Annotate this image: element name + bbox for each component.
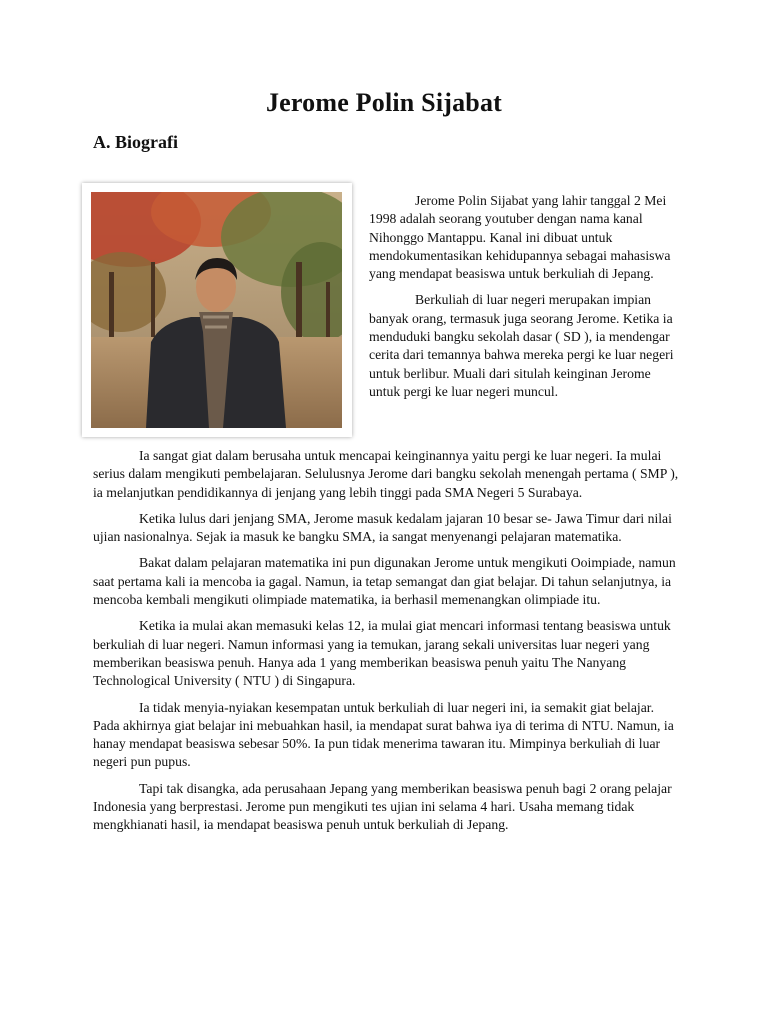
person-photo-icon <box>91 192 342 428</box>
paragraph: Ia tidak menyia-nyiakan kesempatan untuk berkuliah di luar negeri ini, ia semakit giat belajar. Pada akhirnya giat belajar ini mebuahkan hasil, ia mendapat surat bahwa iya di terima di NTU. Namun, ia hanay mendapat beasiswa sebesar 50%. Ia pun tidak menerima tawaran itu. Mimpinya berkuliah di luar negeri pun pupus. <box>93 699 674 770</box>
paragraph: Ia sangat giat dalam berusaha untuk mencapai keinginannya yaitu pergi ke luar negeri. Ia mulai serius dalam mengikuti pembelajaran. Selulusnya Jerome dari bangku sekolah menengah pertama ( SMP ), ia melanjutkan pendidikannya di jenjang yang lebih tinggi pada SMA Negeri 5 Surabaya. <box>93 448 679 500</box>
portrait-photo <box>82 183 352 437</box>
side-text-column <box>369 192 677 409</box>
page-title: Jerome Polin Sijabat <box>265 88 503 117</box>
side-paragraph: Berkuliah di luar negeri merupakan impian banyak orang, termasuk juga seorang Jerome. Ketika ia menduduki bangku sekolah dasar ( SD ), ia mendengar cerita dari temannya bahwa mereka pergi ke luar negeri untuk berlibur. Muali dari situlah keinginan Jerome untuk pergi ke luar negeri muncul. <box>369 292 674 399</box>
paragraph: Ketika lulus dari jenjang SMA, Jerome masuk kedalam jajaran 10 besar se- Jawa Timur dari nilai ujian nasionalnya. Sejak ia masuk ke bangku SMA, ia sangat menyenangi pelajaran matematika. <box>93 510 672 545</box>
paragraph: Bakat dalam pelajaran matematika ini pun digunakan Jerome untuk mengikuti Ooimpiade, namun saat pertama kali ia mencoba ia gagal. Namun, ia tetap semangat dan giat belajar. Di tahun selanjutnya, ia mencoba kembali mengikuti olimpiade matematika, ia berhasil memenangkan olimpiade itu. <box>93 555 676 608</box>
main-text-body <box>93 447 683 843</box>
paragraph: Ketika ia mulai akan memasuki kelas 12, ia mulai giat mencari informasi tentang beasiswa untuk berkuliah di luar negeri. Namun informasi yang ia temukan, jarang sekali universitas luar negeri yang memberikan beasiswa penuh. Hanya ada 1 yang memberikan beasiswa penuh yaitu The Nanyang Technological University ( NTU ) di Singapura. <box>93 618 671 689</box>
section-heading: A. Biografi <box>93 132 178 152</box>
side-paragraph: Jerome Polin Sijabat yang lahir tanggal 2 Mei 1998 adalah seorang youtuber dengan nama kanal Nihonggo Mantappu. Kanal ini dibuat untuk mendokumentasikan kehidupannya sebagai mahasiswa yang mendapat beasiswa untuk berkuliah di Jepang. <box>369 193 671 282</box>
paragraph: Tapi tak disangka, ada perusahaan Jepang yang memberikan beasiswa penuh bagi 2 orang pelajar Indonesia yang berprestasi. Jerome pun mengikuti tes ujian ini selama 4 hari. Usaha memang tidak mengkhianati hasil, ia mendapat beasiswa penuh untuk berkuliah di Jepang. <box>93 780 672 833</box>
